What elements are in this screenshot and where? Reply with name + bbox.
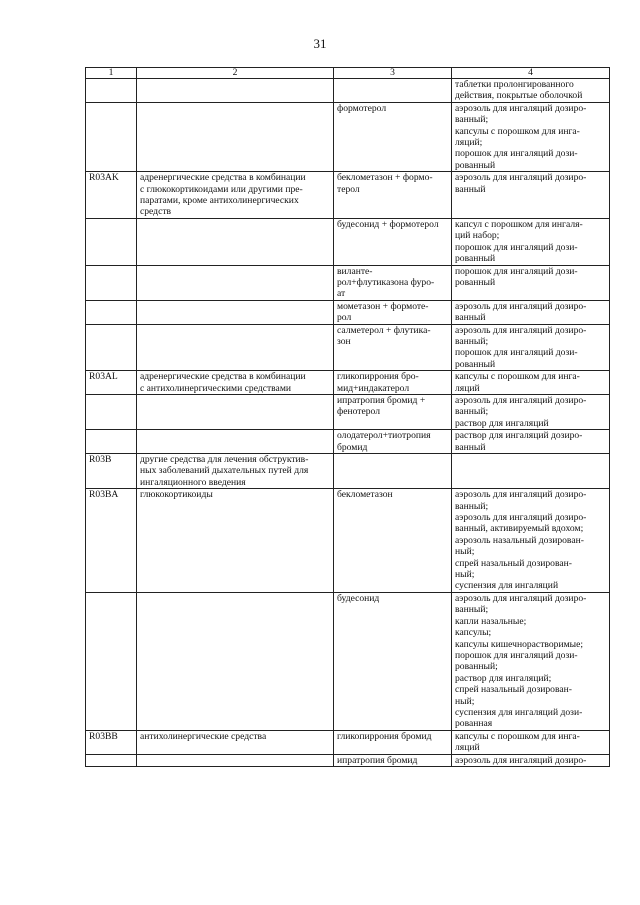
table-row [86,172,610,219]
cell-code: R03AK [86,172,137,219]
cell-substance: гликопиррония бро- мид+индакатерол [334,371,452,395]
cell-group: антихолинергические средства [137,730,334,754]
cell-group [137,430,334,454]
cell-substance: гликопиррония бромид [334,730,452,754]
table-row [86,265,610,300]
cell-group [137,218,334,265]
cell-code [86,79,137,103]
cell-forms: аэрозоль для ингаляций дозиро- ванный; раствор для ингаляций [452,394,610,429]
cell-forms: капсулы с порошком для инга- ляций [452,371,610,395]
table-row [86,592,610,730]
cell-substance [334,79,452,103]
medication-table [85,67,610,767]
cell-forms: аэрозоль для ингаляций дозиро- ванный; капли назальные; капсулы; капсулы кишечнорастворимые; порошок для ингаляций дози- рованный; раствор для ингаляций; спрей назальный дозирован- ный; суспензия для ингаляций дози- рованная [452,592,610,730]
cell-substance: беклометазон + формо- терол [334,172,452,219]
cell-group: другие средства для лечения обструктив- ных заболеваний дыхательных путей для ингаляционного введения [137,454,334,489]
cell-code [86,102,137,171]
table-row [86,300,610,324]
cell-substance: ипратропия бромид + фенотерол [334,394,452,429]
table-row [86,79,610,103]
cell-forms: капсул с порошком для ингаля- ций набор; порошок для ингаляций дози- рованный [452,218,610,265]
cell-forms: аэрозоль для ингаляций дозиро- ванный; порошок для ингаляций дози- рованный [452,324,610,371]
cell-code: R03BA [86,489,137,593]
table-row [86,324,610,371]
cell-group [137,300,334,324]
cell-code: R03AL [86,371,137,395]
cell-forms [452,454,610,489]
cell-code [86,265,137,300]
table-header-row [86,68,610,79]
cell-group [137,754,334,766]
table-row [86,102,610,171]
cell-substance: ипратропия бромид [334,754,452,766]
column-header-substance: 3 [334,68,452,79]
table-row [86,489,610,593]
cell-forms: аэрозоль для ингаляций дозиро- ванный; капсулы с порошком для инга- ляций; порошок для ингаляций дози- рованный [452,102,610,171]
table-row [86,454,610,489]
cell-substance: будесонид + формотерол [334,218,452,265]
cell-group [137,79,334,103]
table-body [86,79,610,767]
cell-code [86,324,137,371]
cell-forms: капсулы с порошком для инга- ляций [452,730,610,754]
cell-code [86,592,137,730]
cell-group [137,324,334,371]
cell-forms: таблетки пролонгированного действия, покрытые оболочкой [452,79,610,103]
cell-code [86,754,137,766]
cell-group [137,394,334,429]
cell-group: адренергические средства в комбинации с антихолинергическими средствами [137,371,334,395]
column-header-code: 1 [86,68,137,79]
cell-code [86,394,137,429]
cell-group: глюкокортикоиды [137,489,334,593]
page-number: 31 [313,36,327,51]
table-row [86,430,610,454]
cell-substance: беклометазон [334,489,452,593]
table-row [86,371,610,395]
cell-substance [334,454,452,489]
cell-code: R03B [86,454,137,489]
cell-substance: олодатерол+тиотропия бромид [334,430,452,454]
cell-group [137,265,334,300]
cell-code [86,218,137,265]
cell-substance: формотерол [334,102,452,171]
table-row [86,218,610,265]
cell-forms: аэрозоль для ингаляций дозиро- ванный; аэрозоль для ингаляций дозиро- ванный, активируемый вдохом; аэрозоль назальный дозирован- ный; спрей назальный дозирован- ный; суспензия для ингаляций [452,489,610,593]
cell-group: адренергические средства в комбинации с глюкокортикоидами или другими пре- паратами, кроме антихолинергических средств [137,172,334,219]
cell-substance: виланте- рол+флутиказона фуро- ат [334,265,452,300]
cell-code [86,430,137,454]
column-header-group: 2 [137,68,334,79]
cell-forms: аэрозоль для ингаляций дозиро- ванный [452,172,610,219]
cell-substance: салметерол + флутика- зон [334,324,452,371]
cell-code: R03BB [86,730,137,754]
cell-code [86,300,137,324]
column-header-forms: 4 [452,68,610,79]
cell-group [137,102,334,171]
table-row [86,754,610,766]
cell-forms: порошок для ингаляций дози- рованный [452,265,610,300]
cell-forms: аэрозоль для ингаляций дозиро- [452,754,610,766]
table-row [86,394,610,429]
table-row [86,730,610,754]
cell-substance: будесонид [334,592,452,730]
cell-group [137,592,334,730]
cell-forms: раствор для ингаляций дозиро- ванный [452,430,610,454]
cell-substance: мометазон + формоте- рол [334,300,452,324]
cell-forms: аэрозоль для ингаляций дозиро- ванный [452,300,610,324]
